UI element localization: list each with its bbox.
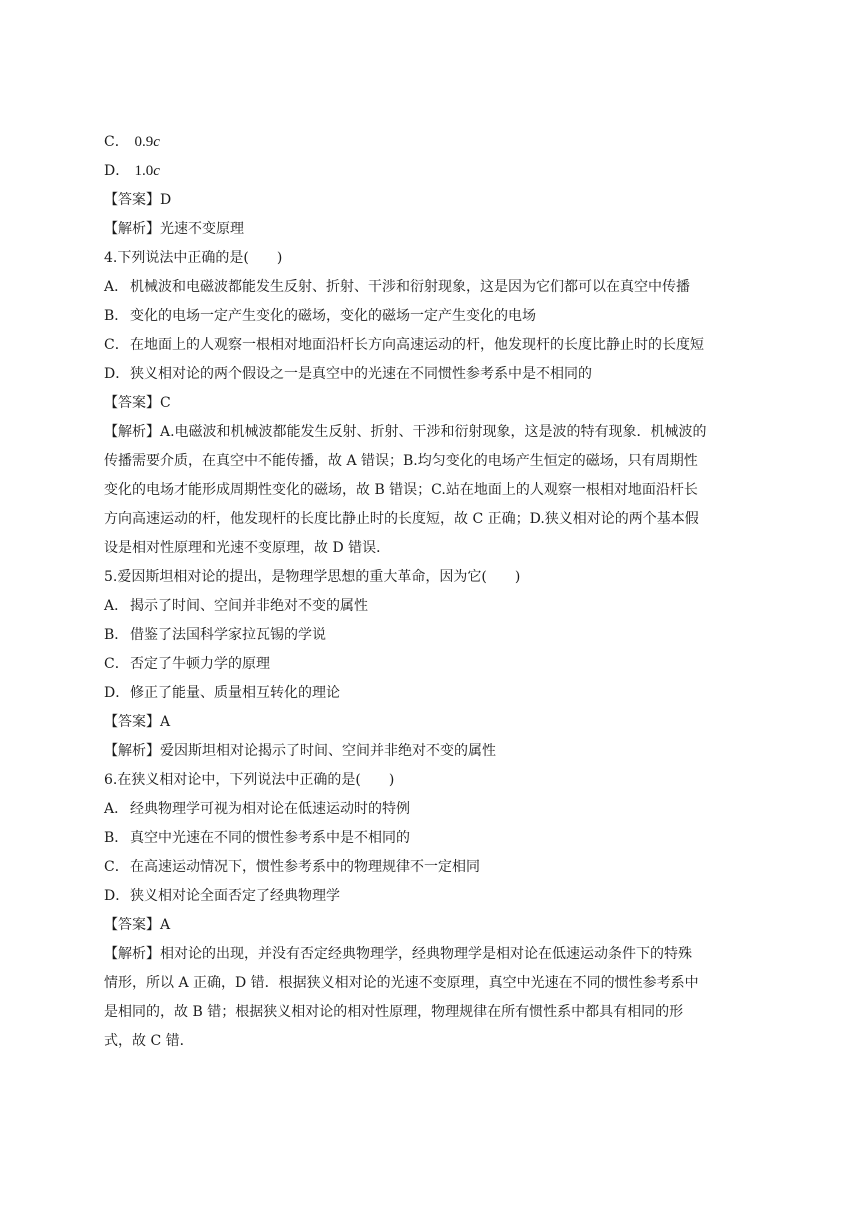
q4-answer: 【答案】C <box>104 395 171 411</box>
option-text: 机械波和电磁波都能发生反射、折射、干涉和衍射现象，这是因为它们都可以在真空中传播 <box>130 279 690 295</box>
q6-option-c <box>104 853 760 882</box>
option-label: A． <box>104 598 129 614</box>
option-text: 借鉴了法国科学家拉瓦锡的学说 <box>130 627 326 643</box>
option-label: C． <box>104 337 129 353</box>
option-value: 0.9 <box>134 134 154 150</box>
light-speed-symbol: c <box>153 134 160 150</box>
option-label: A． <box>104 801 129 817</box>
option-label: B． <box>104 627 129 643</box>
analysis-line: 【解析】相对论的出现，并没有否定经典物理学，经典物理学是相对论在低速运动条件下的特殊 <box>104 946 692 962</box>
q3-answer: 【答案】D <box>104 192 172 208</box>
q4-option-b <box>104 302 760 331</box>
analysis-line: 设是相对性原理和光速不变原理，故 D 错误． <box>104 540 391 556</box>
q3-analysis: 【解析】光速不变原理 <box>104 221 244 237</box>
option-text: 在高速运动情况下，惯性参考系中的物理规律不一定相同 <box>130 859 480 875</box>
option-label: D． <box>104 163 130 179</box>
q5-option-d <box>104 679 760 708</box>
analysis-line: 方向高速运动的杆，他发现杆的长度比静止时的长度短，故 C 正确；D.狭义相对论的两个基本假 <box>104 511 699 527</box>
option-label: B． <box>104 308 129 324</box>
q5-option-c <box>104 650 760 679</box>
q6-stem: 6.在狭义相对论中，下列说法中正确的是( ) <box>104 772 395 788</box>
analysis-line: 变化的电场才能形成周期性变化的磁场，故 B 错误；C.站在地面上的人观察一根相对地面沿杆长 <box>104 482 698 498</box>
option-text: 狭义相对论的两个假设之一是真空中的光速在不同惯性参考系中是不相同的 <box>130 366 592 382</box>
option-label: D． <box>104 366 130 382</box>
q5-answer: 【答案】A <box>104 714 171 730</box>
analysis-line: 【解析】A.电磁波和机械波都能发生反射、折射、干涉和衍射现象，这是波的特有现象．机械波的 <box>104 424 707 440</box>
option-label: D． <box>104 888 130 904</box>
option-text: 修正了能量、质量相互转化的理论 <box>130 685 340 701</box>
option-text: 狭义相对论全面否定了经典物理学 <box>130 888 340 904</box>
q6-answer: 【答案】A <box>104 917 171 933</box>
q4-option-a <box>104 273 760 302</box>
q5-stem: 5.爱因斯坦相对论的提出，是物理学思想的重大革命，因为它( ) <box>104 569 521 585</box>
analysis-line: 是相同的，故 B 错；根据狭义相对论的相对性原理，物理规律在所有惯性系中都具有相同的形 <box>104 1004 684 1020</box>
light-speed-symbol: c <box>153 163 160 179</box>
q3-option-d <box>104 157 760 186</box>
q6-option-a <box>104 795 760 824</box>
analysis-line: 情形，所以 A 正确，D 错．根据狭义相对论的光速不变原理，真空中光速在不同的惯性参考系中 <box>104 975 699 991</box>
option-label: C． <box>104 859 129 875</box>
option-text: 真空中光速在不同的惯性参考系中是不相同的 <box>130 830 410 846</box>
q6-option-b <box>104 824 760 853</box>
q4-option-c <box>104 331 760 360</box>
q5-option-a <box>104 592 760 621</box>
option-label: C． <box>104 134 129 150</box>
analysis-line: 式，故 C 错． <box>104 1033 194 1049</box>
q6-analysis <box>104 940 760 1056</box>
q6-option-d <box>104 882 760 911</box>
option-label: B． <box>104 830 129 846</box>
q5-option-b <box>104 621 760 650</box>
q4-stem: 4.下列说法中正确的是( ) <box>104 250 283 266</box>
option-value: 1.0 <box>134 163 154 179</box>
page-content <box>104 128 760 1056</box>
q3-option-c <box>104 128 760 157</box>
option-text: 在地面上的人观察一根相对地面沿杆长方向高速运动的杆，他发现杆的长度比静止时的长度短 <box>130 337 704 353</box>
option-label: C． <box>104 656 129 672</box>
q4-analysis <box>104 418 760 563</box>
option-text: 变化的电场一定产生变化的磁场，变化的磁场一定产生变化的电场 <box>130 308 536 324</box>
q4-option-d <box>104 360 760 389</box>
option-label: D． <box>104 685 130 701</box>
option-text: 经典物理学可视为相对论在低速运动时的特例 <box>130 801 410 817</box>
option-text: 否定了牛顿力学的原理 <box>130 656 270 672</box>
analysis-line: 传播需要介质，在真空中不能传播，故 A 错误；B.均匀变化的电场产生恒定的磁场，只有周期性 <box>104 453 698 469</box>
option-label: A． <box>104 279 129 295</box>
q5-analysis: 【解析】爱因斯坦相对论揭示了时间、空间并非绝对不变的属性 <box>104 743 496 759</box>
option-text: 揭示了时间、空间并非绝对不变的属性 <box>130 598 368 614</box>
